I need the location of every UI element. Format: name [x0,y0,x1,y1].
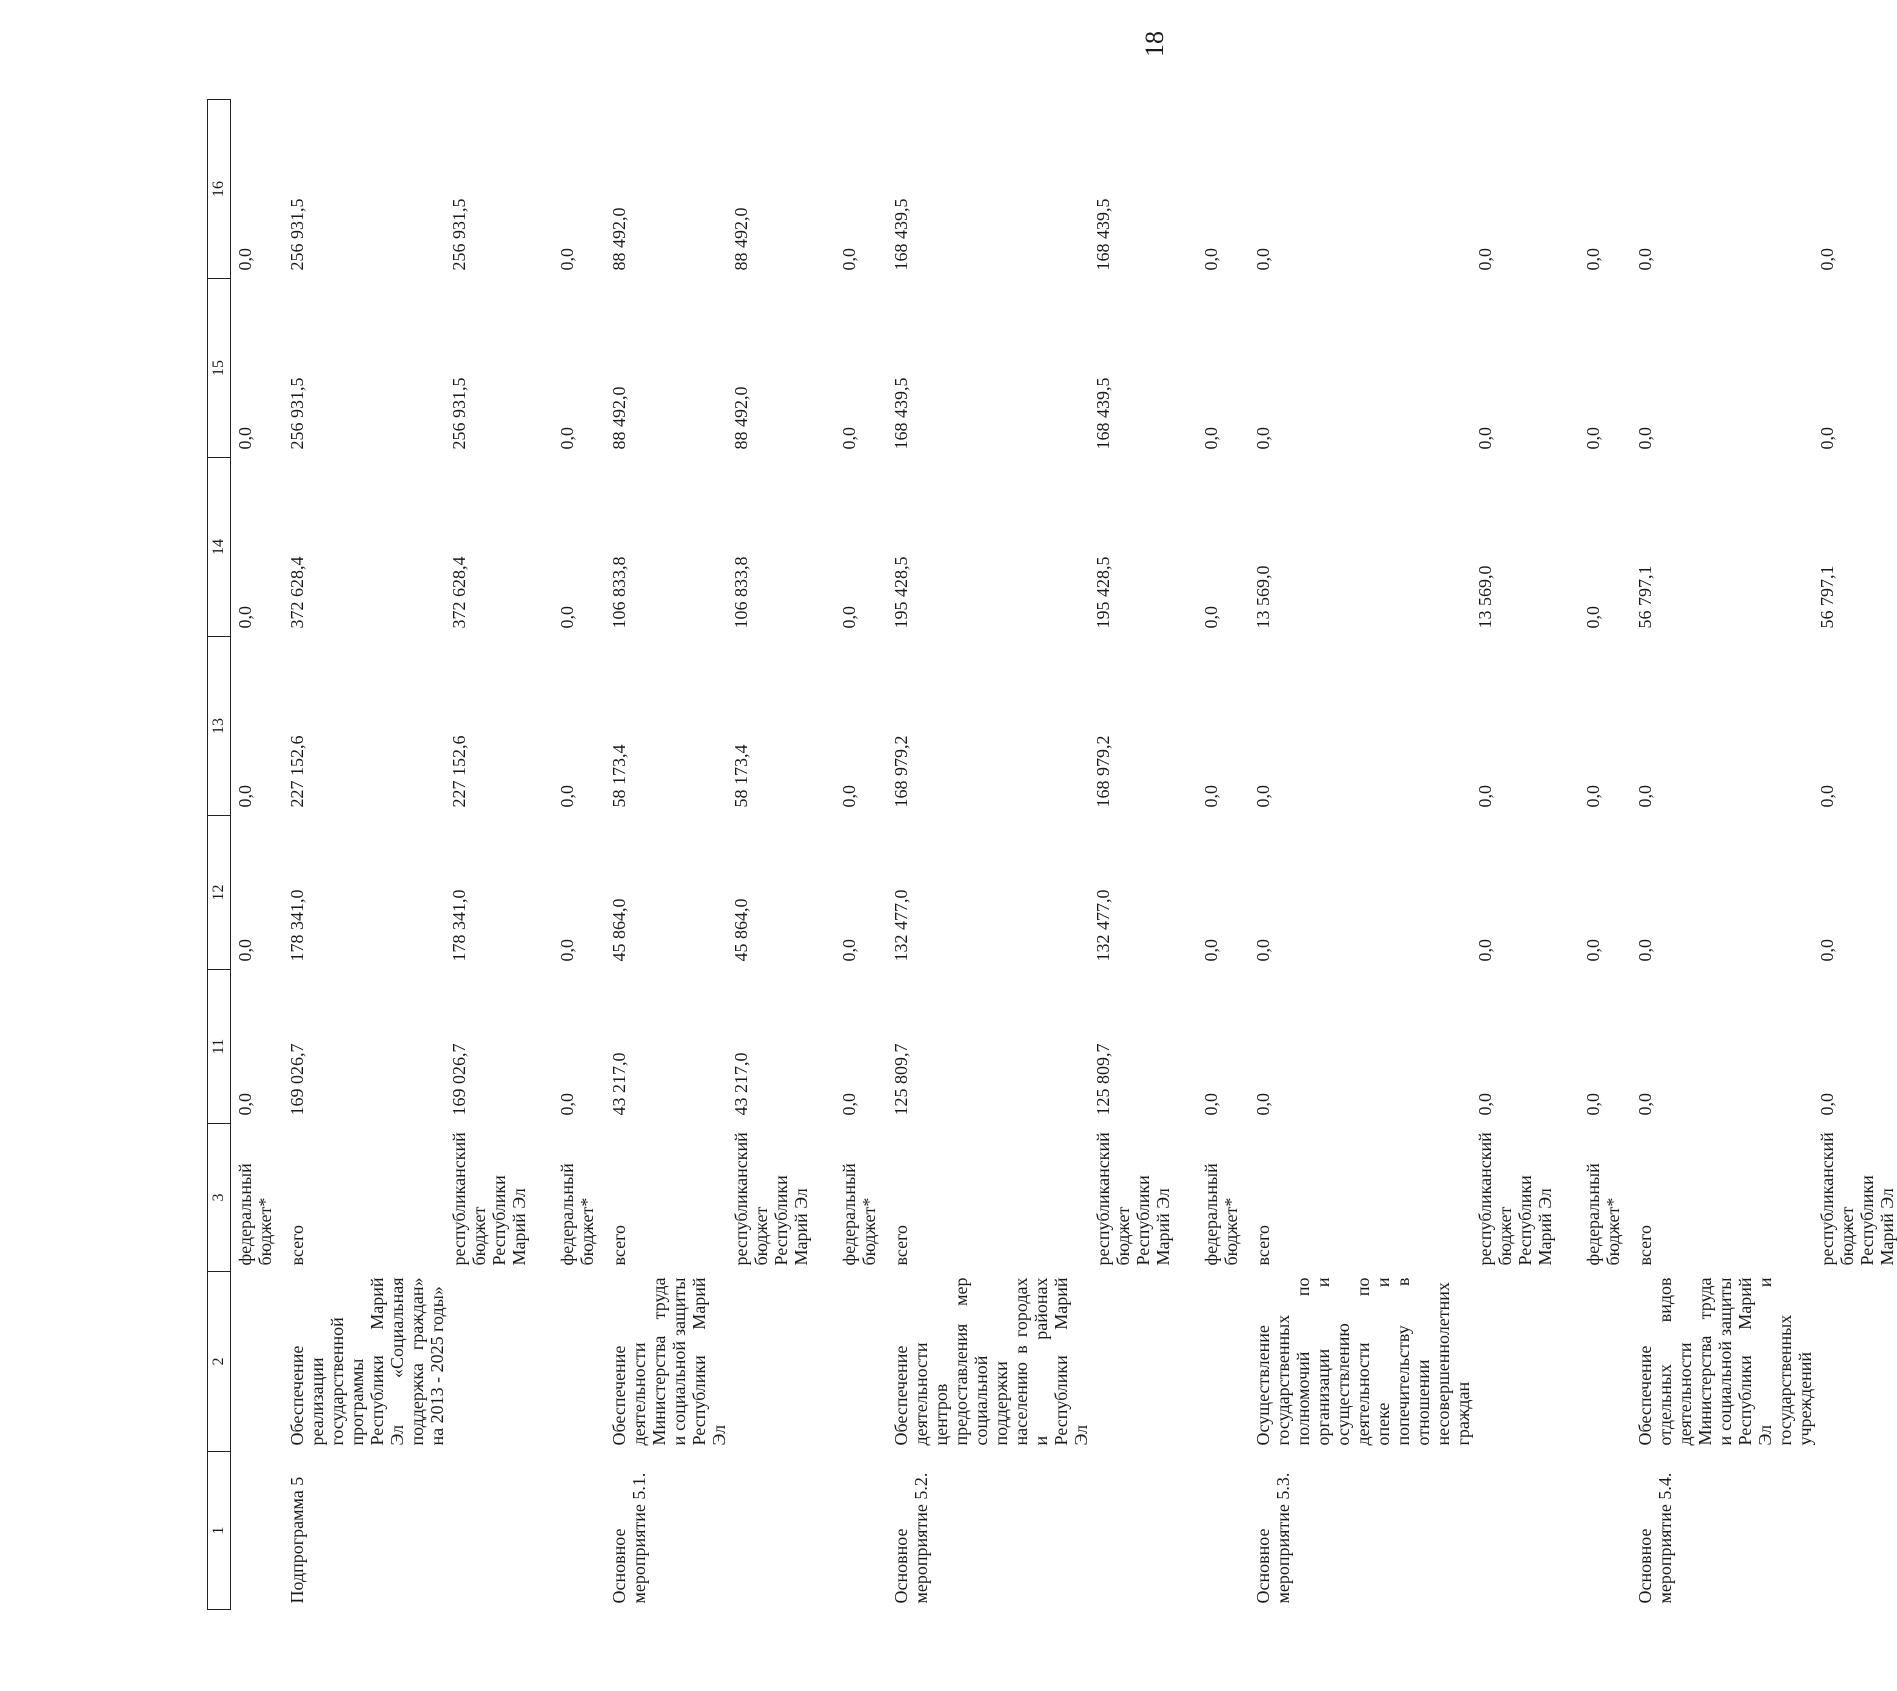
value-cell: 227 152,6 [449,735,469,808]
table-row [597,100,729,1610]
row-description-cell [1555,1272,1623,1452]
value-cell: 169 026,7 [287,1043,307,1116]
table-row [1173,100,1241,1610]
value-cell: 0,0 [1817,1093,1837,1116]
value-cell: 43 217,0 [609,1052,629,1116]
value-cell: 0,0 [1253,785,1273,808]
row-program-cell [1815,1452,1897,1610]
row-description-cell [1173,1272,1241,1452]
column-header: 3 [208,1124,231,1272]
row-description-cell: Осуществление государственных полномочий по организации и осуществлению деятельности по опеке и попечительству в отношении несовершеннолетних граждан [1253,1277,1473,1446]
row-program-cell: Основное мероприятие 5.1. [609,1472,649,1604]
value-cell: 0,0 [1475,785,1495,808]
column-header: 11 [208,970,231,1124]
column-header: 2 [208,1272,231,1452]
value-cell: 0,0 [235,427,255,450]
value-cell: 88 492,0 [609,207,629,271]
value-cell: 0,0 [1253,1093,1273,1116]
row-source-cell: федеральный бюджет* [235,1163,275,1266]
value-cell: 58 173,4 [609,744,629,808]
value-cell: 256 931,5 [287,377,307,450]
table-row [529,100,597,1610]
value-cell: 0,0 [557,606,577,629]
row-source-cell: федеральный бюджет* [1583,1163,1623,1266]
value-cell: 168 979,2 [1093,735,1113,808]
value-cell: 0,0 [557,248,577,271]
row-program-cell: Основное мероприятие 5.3. [1253,1472,1293,1604]
column-header: 14 [208,458,231,637]
value-cell: 0,0 [557,427,577,450]
value-cell: 0,0 [1583,427,1603,450]
value-cell: 256 931,5 [287,198,307,271]
value-cell: 195 428,5 [1093,556,1113,629]
value-cell: 0,0 [839,606,859,629]
value-cell: 0,0 [1635,1093,1655,1116]
table-row [1623,100,1815,1610]
row-description-cell: Обеспечение реализации государственной программы Республики Марий Эл «Социальная поддержка граждан» на 2013 - 2025 годы» [287,1277,447,1446]
row-description-cell [231,1272,276,1452]
value-cell: 0,0 [839,248,859,271]
value-cell: 88 492,0 [609,386,629,450]
value-cell: 0,0 [235,248,255,271]
budget-table [207,99,1897,1610]
value-cell: 0,0 [1635,939,1655,962]
row-program-cell [1473,1452,1555,1610]
value-cell: 0,0 [1583,248,1603,271]
value-cell: 58 173,4 [731,744,751,808]
row-source-cell: республиканский бюджет Республики Марий Эл [731,1132,811,1266]
row-program-cell [231,1452,276,1610]
value-cell: 168 439,5 [891,198,911,271]
value-cell: 256 931,5 [449,198,469,271]
value-cell: 0,0 [1635,785,1655,808]
row-source-cell: федеральный бюджет* [557,1163,597,1266]
value-cell: 372 628,4 [287,556,307,629]
value-cell: 125 809,7 [1093,1043,1113,1116]
value-cell: 56 797,1 [1817,565,1837,629]
table-row [231,100,276,1610]
value-cell: 0,0 [557,1093,577,1116]
value-cell: 0,0 [1475,939,1495,962]
row-description-cell [1091,1272,1173,1452]
value-cell: 0,0 [1201,248,1221,271]
table-row [1241,100,1473,1610]
value-cell: 0,0 [1583,606,1603,629]
value-cell: 169 026,7 [449,1043,469,1116]
table-row [1473,100,1555,1610]
value-cell: 0,0 [1817,785,1837,808]
row-source-cell: республиканский бюджет Республики Марий Эл [1475,1132,1555,1266]
row-program-cell [811,1452,879,1610]
value-cell: 168 439,5 [1093,377,1113,450]
value-cell: 0,0 [235,1093,255,1116]
row-description-cell [729,1272,811,1452]
row-description-cell: Обеспечение деятельности центров предоставления мер социальной поддержки населению в городах и районах Республики Марий Эл [891,1277,1091,1446]
row-source-cell: всего [1253,1224,1273,1266]
value-cell: 0,0 [235,606,255,629]
value-cell: 0,0 [839,785,859,808]
value-cell: 88 492,0 [731,207,751,271]
row-source-cell: всего [891,1224,911,1266]
table-row [275,100,447,1610]
value-cell: 0,0 [557,785,577,808]
value-cell: 168 439,5 [1093,198,1113,271]
value-cell: 0,0 [1635,427,1655,450]
row-description-cell [811,1272,879,1452]
budget-table-container [207,100,1897,1610]
table-row [1555,100,1623,1610]
value-cell: 0,0 [1253,427,1273,450]
table-row [879,100,1091,1610]
row-source-cell: всего [1635,1224,1655,1266]
value-cell: 0,0 [1583,785,1603,808]
row-source-cell: всего [287,1224,307,1266]
value-cell: 132 477,0 [891,889,911,962]
value-cell: 227 152,6 [287,735,307,808]
value-cell: 88 492,0 [731,386,751,450]
table-header-row [208,100,231,1610]
value-cell: 106 833,8 [609,556,629,629]
row-description-cell: Обеспечение отдельных видов деятельности Министерства труда и социальной защиты Республики Марий Эл и государственных учреждений [1635,1277,1815,1446]
value-cell: 0,0 [1817,248,1837,271]
row-program-cell [1173,1452,1241,1610]
value-cell: 0,0 [1253,939,1273,962]
value-cell: 0,0 [1201,785,1221,808]
value-cell: 106 833,8 [731,556,751,629]
value-cell: 0,0 [1475,1093,1495,1116]
value-cell: 0,0 [1201,427,1221,450]
value-cell: 125 809,7 [891,1043,911,1116]
row-program-cell: Основное мероприятие 5.4. [1635,1472,1675,1604]
row-source-cell: всего [609,1224,629,1266]
value-cell: 168 439,5 [891,377,911,450]
row-program-cell: Основное мероприятие 5.2. [891,1472,931,1604]
value-cell: 0,0 [1201,606,1221,629]
value-cell: 45 864,0 [731,898,751,962]
value-cell: 0,0 [839,939,859,962]
column-header: 12 [208,816,231,970]
value-cell: 256 931,5 [449,377,469,450]
value-cell: 0,0 [1583,939,1603,962]
table-row [447,100,529,1610]
row-description-cell [529,1272,597,1452]
value-cell: 0,0 [839,1093,859,1116]
row-source-cell: федеральный бюджет* [839,1163,879,1266]
value-cell: 132 477,0 [1093,889,1113,962]
table-row [1815,100,1897,1610]
row-description-cell [1473,1272,1555,1452]
value-cell: 0,0 [839,427,859,450]
row-description-cell [1815,1272,1897,1452]
value-cell: 45 864,0 [609,898,629,962]
page-number: 18 [1140,31,1169,57]
table-row [729,100,811,1610]
column-header: 15 [208,279,231,458]
table-row [1091,100,1173,1610]
column-header: 13 [208,637,231,816]
value-cell: 0,0 [1583,1093,1603,1116]
value-cell: 56 797,1 [1635,565,1655,629]
row-source-cell: республиканский бюджет Республики Марий Эл [1093,1132,1173,1266]
table-row [811,100,879,1610]
column-header: 16 [208,100,231,279]
value-cell: 0,0 [1475,427,1495,450]
value-cell: 0,0 [1253,248,1273,271]
row-description-cell [447,1272,529,1452]
value-cell: 168 979,2 [891,735,911,808]
value-cell: 0,0 [1635,248,1655,271]
row-program-cell [1555,1452,1623,1610]
row-program-cell [529,1452,597,1610]
value-cell: 43 217,0 [731,1052,751,1116]
row-source-cell: федеральный бюджет* [1201,1163,1241,1266]
row-program-cell [1091,1452,1173,1610]
row-source-cell: республиканский бюджет Республики Марий Эл [449,1132,529,1266]
value-cell: 372 628,4 [449,556,469,629]
value-cell: 178 341,0 [287,889,307,962]
value-cell: 0,0 [1201,939,1221,962]
row-program-cell: Подпрограмма 5 [287,1476,307,1604]
value-cell: 0,0 [1201,1093,1221,1116]
row-program-cell [729,1452,811,1610]
value-cell: 195 428,5 [891,556,911,629]
value-cell: 13 569,0 [1475,565,1495,629]
value-cell: 0,0 [557,939,577,962]
value-cell: 0,0 [235,939,255,962]
value-cell: 0,0 [1475,248,1495,271]
row-description-cell: Обеспечение деятельности Министерства труда и социальной защиты Республики Марий Эл [609,1277,729,1446]
value-cell: 0,0 [1817,427,1837,450]
value-cell: 178 341,0 [449,889,469,962]
row-source-cell: республиканский бюджет Республики Марий Эл [1817,1132,1897,1266]
value-cell: 0,0 [235,785,255,808]
value-cell: 13 569,0 [1253,565,1273,629]
row-program-cell [447,1452,529,1610]
value-cell: 0,0 [1817,939,1837,962]
column-header: 1 [208,1452,231,1610]
